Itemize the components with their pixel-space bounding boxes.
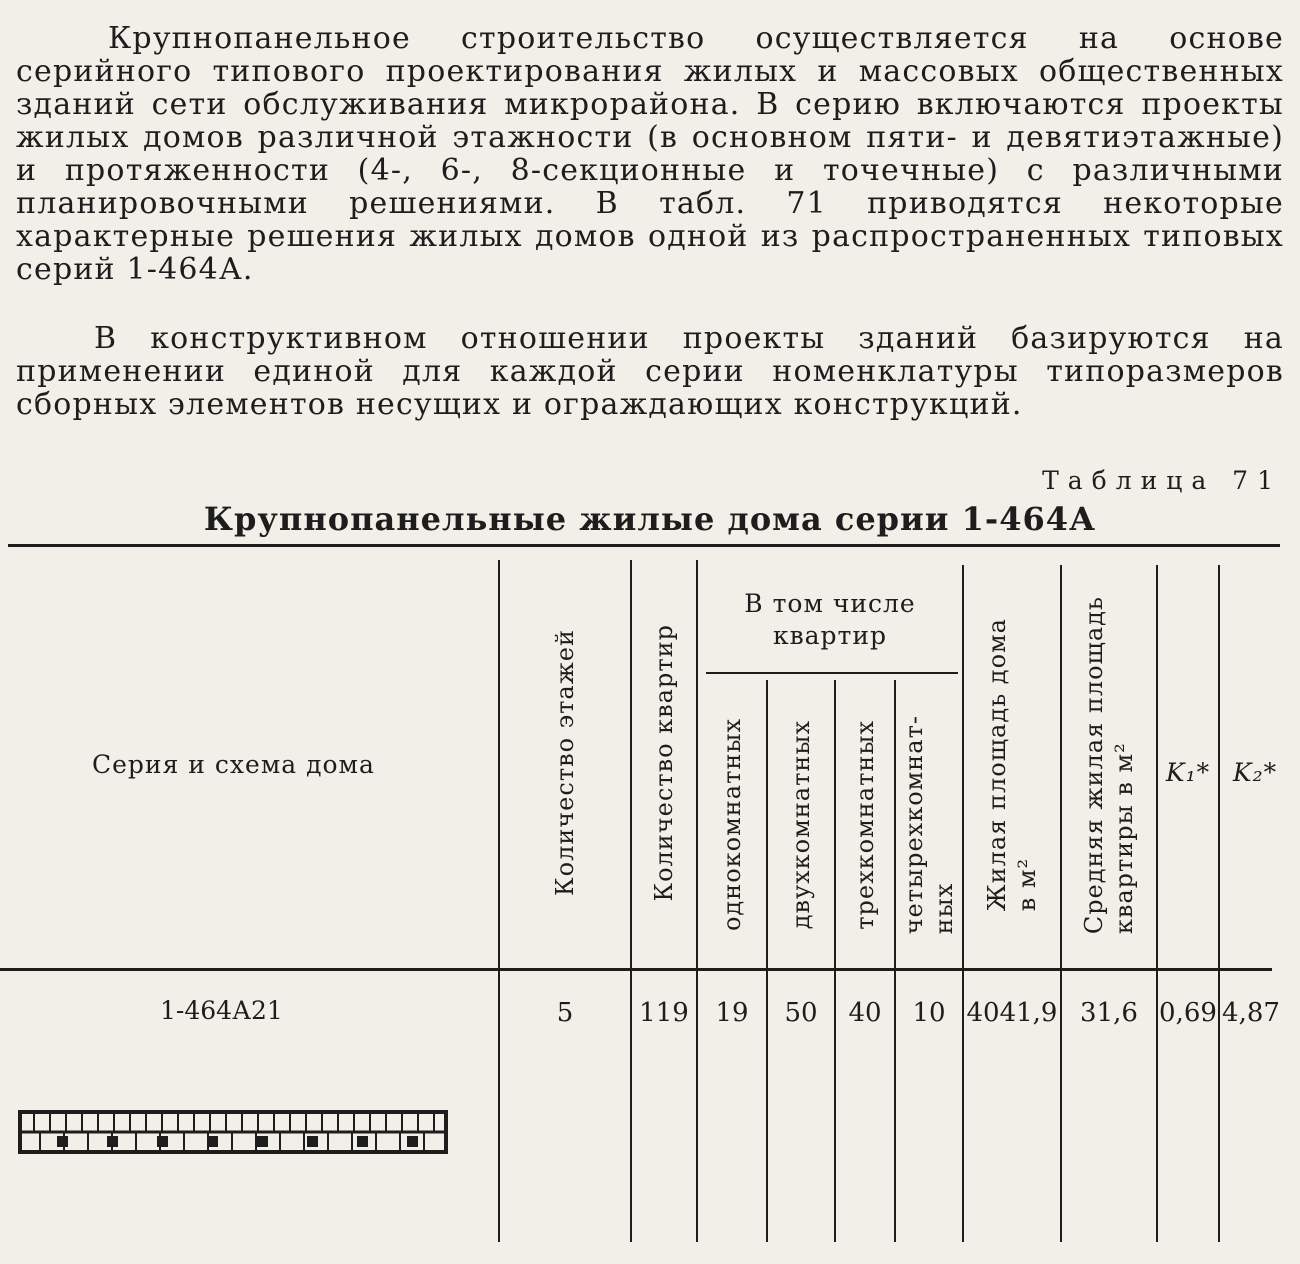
table-title: Крупнопанельные жилые дома серии 1-464А bbox=[203, 500, 1097, 538]
building-scheme bbox=[18, 1110, 448, 1154]
scheme-stairwell bbox=[308, 1137, 317, 1146]
scheme-stairwell bbox=[208, 1137, 217, 1146]
row-k2: 4,87 bbox=[1222, 998, 1280, 1028]
header-group: В том числе квартир bbox=[744, 589, 916, 650]
row-four-room: 10 bbox=[912, 998, 946, 1028]
header-apartments: Количество квартир bbox=[650, 623, 678, 902]
construction-paragraph: В конструктивном отношении проекты зданий базируются на применении единой для каждой серии номенклатуры типоразмеров сборных элементов несущих и ограждающих конструкций. bbox=[16, 321, 1284, 422]
table-top-rule bbox=[8, 544, 1280, 547]
header-bottom-rule bbox=[0, 968, 1272, 971]
column-divider bbox=[1156, 565, 1158, 1242]
row-two-room: 50 bbox=[784, 998, 818, 1028]
header-two-room: двухкомнатных bbox=[787, 719, 815, 930]
header-k2: K₂* bbox=[1232, 758, 1278, 787]
header-one-room: однокомнатных bbox=[718, 717, 746, 931]
row-series: 1-464А21 bbox=[160, 996, 283, 1025]
row-floors: 5 bbox=[556, 998, 574, 1028]
header-k1: K₁* bbox=[1165, 758, 1211, 787]
scheme-stairwell bbox=[408, 1137, 417, 1146]
group-header-rule bbox=[706, 672, 958, 674]
row-living-area: 4041,9 bbox=[966, 998, 1058, 1028]
scheme-stairwell bbox=[258, 1137, 267, 1146]
scheme-stairwell bbox=[158, 1137, 167, 1146]
scheme-stairwell bbox=[108, 1137, 117, 1146]
header-avg-area: Средняя жилая площадь квартиры в м² bbox=[1080, 595, 1138, 935]
header-three-room: трехкомнатных bbox=[851, 719, 879, 930]
header-series: Серия и схема дома bbox=[92, 750, 375, 779]
row-one-room: 19 bbox=[715, 998, 749, 1028]
scheme-stairwell bbox=[58, 1137, 67, 1146]
table-label: Таблица 71 bbox=[1042, 466, 1282, 495]
row-avg-area: 31,6 bbox=[1080, 998, 1138, 1028]
row-apartments: 119 bbox=[639, 998, 689, 1028]
header-four-room: четырехкомнат- ных bbox=[900, 714, 958, 935]
intro-paragraph: Крупнопанельное строительство осуществляется на основе серийного типового проектирования жилых и массовых общественных зданий сети обслуживания микрорайона. В серию включаются проекты жилых домов различной этажности (в основном пяти- и девятиэтажные) и протяженности (4-, 6-, 8-секционные и точечные) с различными планировочными решениями. В табл. 71 приводятся некоторые характерные решения жилых домов одной из распространенных типовых серий 1-464А. bbox=[16, 21, 1284, 287]
header-floors: Количество этажей bbox=[551, 629, 579, 896]
row-three-room: 40 bbox=[848, 998, 882, 1028]
header-living-area: Жилая площадь дома в м² bbox=[983, 618, 1041, 912]
scheme-stairwell bbox=[358, 1137, 367, 1146]
column-divider bbox=[1218, 565, 1220, 1242]
row-k1: 0,69 bbox=[1159, 998, 1217, 1028]
